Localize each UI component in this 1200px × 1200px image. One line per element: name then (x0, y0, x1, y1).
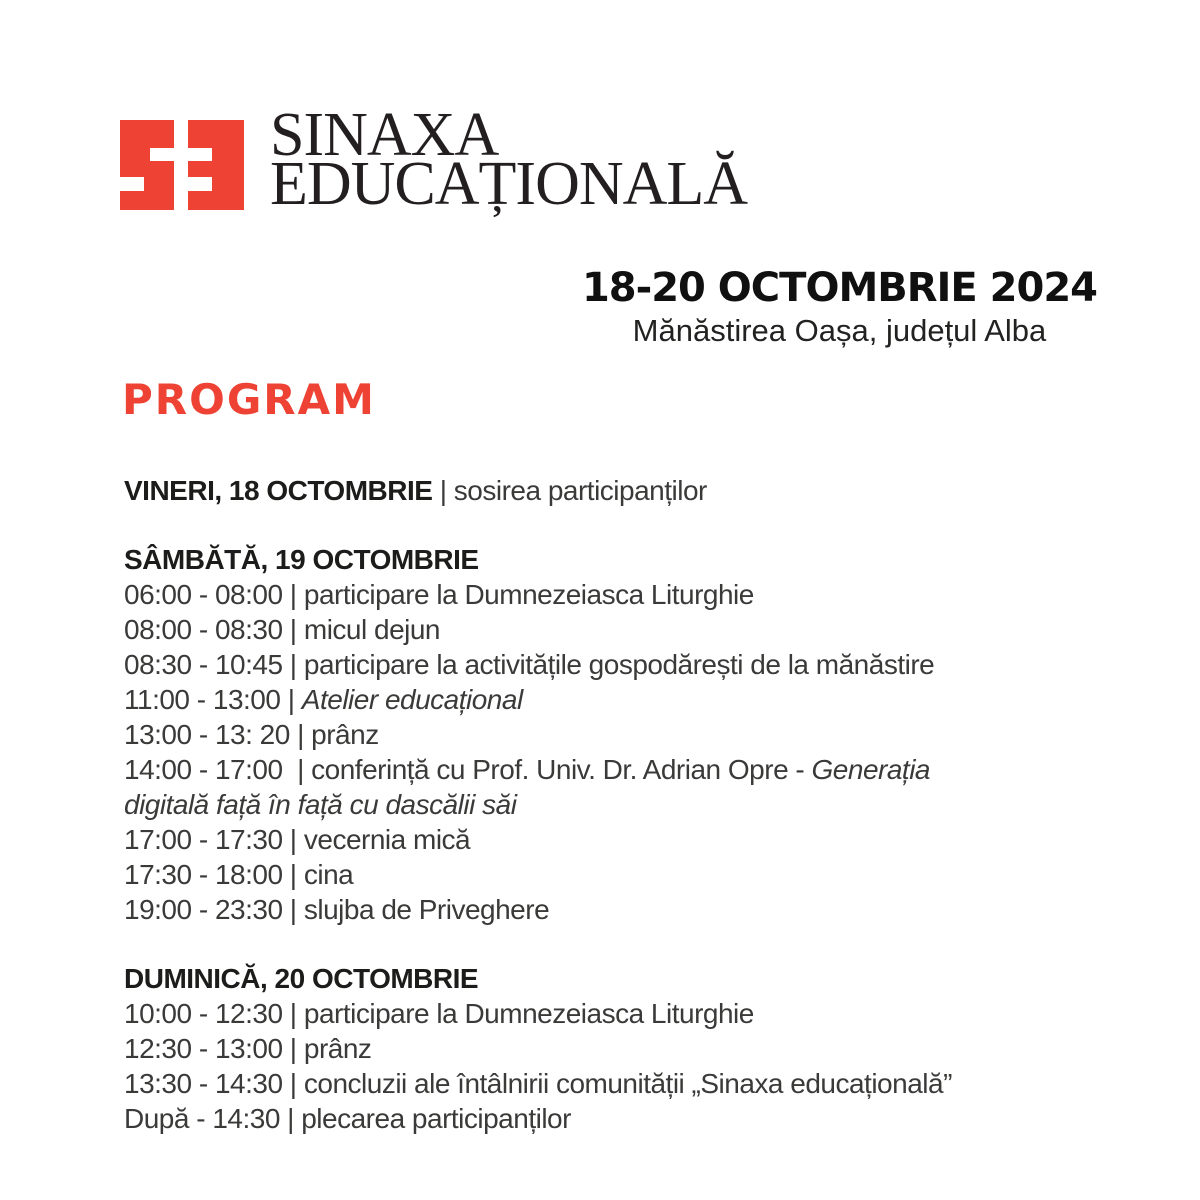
item-time: După - 14:30 (124, 1103, 280, 1134)
item-time: 12:30 - 13:00 (124, 1033, 283, 1064)
item-time: 13:30 - 14:30 (124, 1068, 283, 1099)
separator: | (282, 1068, 304, 1099)
logo-notch (150, 148, 174, 162)
item-text: prânz (303, 1033, 372, 1064)
separator: | (282, 894, 304, 925)
schedule-row (124, 996, 1134, 1031)
logo-notch (188, 177, 212, 191)
item-time: 10:00 - 12:30 (124, 998, 283, 1029)
separator: | (279, 1103, 302, 1134)
item-time: 17:30 - 18:00 (124, 859, 283, 890)
logo-notch (120, 177, 144, 191)
page-title: PROGRAM (122, 375, 376, 424)
schedule-row (124, 857, 1134, 892)
item-text: slujba de Priveghere (303, 894, 550, 925)
schedule-row (124, 1066, 1134, 1101)
item-text: prânz (311, 719, 379, 750)
logo-letter-e (188, 120, 244, 210)
schedule-row (124, 822, 1134, 857)
schedule-row (124, 752, 1134, 787)
section-friday (124, 473, 1134, 508)
schedule-row (124, 473, 1134, 508)
item-text: plecarea participanților (301, 1103, 571, 1134)
item-text: conferință cu Prof. Univ. Dr. Adrian Opre - (311, 754, 812, 785)
item-time: 17:00 - 17:30 (124, 824, 283, 855)
logo-word-line1: SINAXA (270, 101, 499, 169)
schedule-row (124, 892, 1134, 927)
item-text: participare la activitățile gospodărești de la mănăstire (303, 649, 935, 680)
separator: | (282, 579, 304, 610)
schedule-row (124, 1031, 1134, 1066)
section-saturday (124, 542, 1134, 927)
separator: | (432, 475, 454, 506)
logo (120, 101, 748, 218)
separator: | (282, 859, 304, 890)
day-heading: VINERI, 18 OCTOMBRIE (124, 475, 433, 506)
schedule-row (124, 612, 1134, 647)
item-text-italic: Generația (811, 754, 930, 785)
item-text-italic: Atelier educațional (301, 684, 523, 715)
event-location: Mănăstirea Oașa, județul Alba (632, 313, 1047, 348)
item-text: sosirea participanților (453, 475, 707, 506)
item-text: vecernia mică (303, 824, 471, 855)
day-heading: DUMINICĂ, 20 OCTOMBRIE (124, 963, 479, 994)
item-text: participare la Dumnezeiasca Liturghie (303, 579, 754, 610)
schedule-row (124, 577, 1134, 612)
item-text: cina (303, 859, 354, 890)
schedule (124, 473, 1134, 1136)
separator: | (282, 824, 304, 855)
separator: | (282, 1033, 304, 1064)
separator: | (282, 649, 304, 680)
item-text: concluzii ale întâlnirii comunității „Sinaxa educațională” (303, 1068, 952, 1099)
section-sunday (124, 961, 1134, 1136)
schedule-row-continuation: digitală față în față cu dascălii săi (124, 789, 517, 820)
separator: | (289, 719, 312, 750)
schedule-row (124, 1101, 1134, 1136)
logo-letter-s (120, 120, 174, 210)
logo-word-line2: EDUCAȚIONALĂ (270, 150, 748, 218)
event-dates: 18-20 OCTOMBRIE 2024 (581, 265, 1097, 311)
schedule-row (124, 647, 1134, 682)
separator: | (280, 684, 302, 715)
separator: | (282, 998, 304, 1029)
item-text: micul dejun (303, 614, 441, 645)
separator: | (289, 754, 312, 785)
event-info (582, 266, 1097, 350)
separator: | (282, 614, 304, 645)
schedule-row (124, 682, 1134, 717)
item-time: 06:00 - 08:00 (124, 579, 283, 610)
day-heading: SÂMBĂTĂ, 19 OCTOMBRIE (124, 544, 479, 575)
item-time: 11:00 - 13:00 (124, 684, 281, 715)
item-time: 13:00 - 13: 20 (124, 719, 290, 750)
item-time: 14:00 - 17:00 (124, 754, 290, 785)
item-time: 08:30 - 10:45 (124, 649, 283, 680)
item-text: participare la Dumnezeiasca Liturghie (303, 998, 754, 1029)
item-time: 08:00 - 08:30 (124, 614, 283, 645)
logo-se-mark-icon (120, 120, 244, 210)
item-time: 19:00 - 23:30 (124, 894, 283, 925)
schedule-row (124, 717, 1134, 752)
logo-notch (188, 148, 212, 162)
logo-wordmark (270, 101, 748, 218)
